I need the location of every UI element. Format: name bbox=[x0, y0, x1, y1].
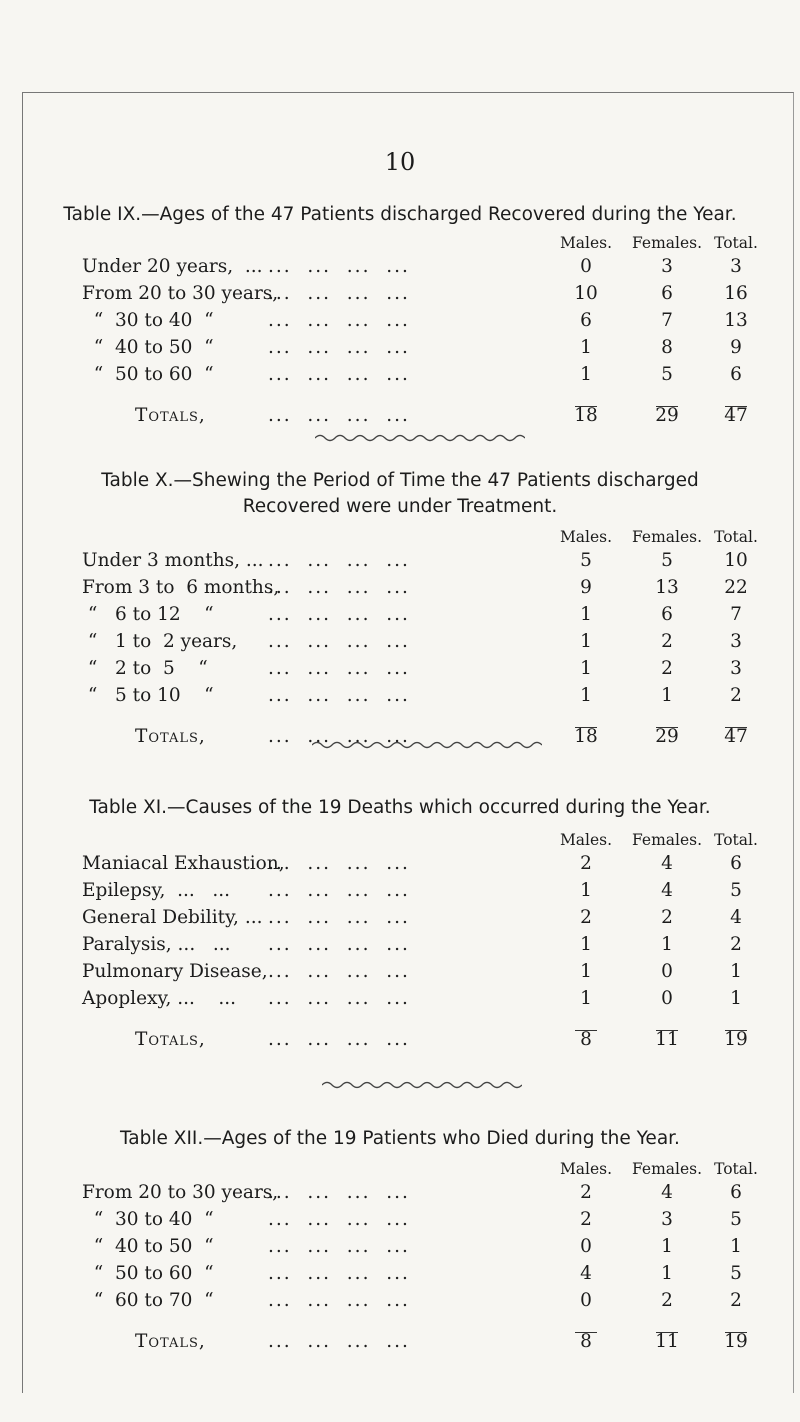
leader-dots: ... ... ... ... bbox=[268, 604, 410, 625]
row-label: Paralysis, ... ... bbox=[82, 934, 231, 955]
leader-dots: ... ... ... ... bbox=[268, 1331, 410, 1352]
row-label: “ 40 to 50 “ bbox=[82, 1236, 214, 1257]
row-label: “ 60 to 70 “ bbox=[82, 1290, 214, 1311]
table-xi bbox=[0, 795, 800, 1056]
leader-dots: ... ... ... ... bbox=[268, 880, 410, 901]
males-value: 6 bbox=[580, 310, 592, 331]
table-row bbox=[0, 604, 800, 631]
column-header-row bbox=[0, 234, 800, 256]
table-row bbox=[0, 550, 800, 577]
table-row bbox=[0, 337, 800, 364]
total-value: 9 bbox=[730, 337, 742, 358]
row-label: “ 30 to 40 “ bbox=[82, 1209, 214, 1230]
males-value: 1 bbox=[580, 364, 592, 385]
males-value: 1 bbox=[580, 631, 592, 652]
total-value: 4 bbox=[730, 907, 742, 928]
leader-dots: ... ... ... ... bbox=[268, 658, 410, 679]
totals-row bbox=[0, 1029, 800, 1056]
males-value: 1 bbox=[580, 337, 592, 358]
sum-rule bbox=[0, 712, 800, 726]
table-row bbox=[0, 658, 800, 685]
row-label: “ 50 to 60 “ bbox=[82, 364, 214, 385]
sum-rule bbox=[0, 391, 800, 405]
totals-label: Totals, bbox=[135, 405, 206, 426]
table-row bbox=[0, 1236, 800, 1263]
row-label: “ 50 to 60 “ bbox=[82, 1263, 214, 1284]
table-title: Table XI.—Causes of the 19 Deaths which occurred during the Year. bbox=[89, 797, 711, 818]
females-value: 0 bbox=[661, 988, 673, 1009]
females-value: 4 bbox=[661, 880, 673, 901]
table-title: Table X.—Shewing the Period of Time the 47 Patients discharged Recovered were under Treatment. bbox=[101, 470, 699, 517]
leader-dots: ... ... ... ... bbox=[268, 1236, 410, 1257]
leader-dots: ... ... ... ... bbox=[268, 726, 410, 747]
males-value: 2 bbox=[580, 1182, 592, 1203]
total-value: 6 bbox=[730, 364, 742, 385]
table-title: Table XII.—Ages of the 19 Patients who Died during the Year. bbox=[120, 1128, 680, 1149]
females-value: 4 bbox=[661, 1182, 673, 1203]
total-value: 16 bbox=[724, 283, 748, 304]
males-value: 2 bbox=[580, 907, 592, 928]
totals-row bbox=[0, 1331, 800, 1358]
males-header: Males. bbox=[559, 831, 613, 849]
sum-rule bbox=[0, 1015, 800, 1029]
totals-label: Totals, bbox=[135, 1029, 206, 1050]
section-divider-ornament bbox=[322, 1080, 522, 1090]
males-value: 0 bbox=[580, 256, 592, 277]
grand-total: 19 bbox=[724, 1331, 748, 1352]
total-value: 3 bbox=[730, 256, 742, 277]
leader-dots: ... ... ... ... bbox=[268, 934, 410, 955]
total-value: 22 bbox=[724, 577, 748, 598]
table-xii bbox=[0, 1126, 800, 1358]
leader-dots: ... ... ... ... bbox=[268, 1029, 410, 1050]
table-x bbox=[0, 468, 800, 753]
grand-total: 19 bbox=[724, 1029, 748, 1050]
females-total: 29 bbox=[655, 405, 679, 426]
males-value: 1 bbox=[580, 988, 592, 1009]
column-header-row bbox=[0, 1160, 800, 1182]
row-label: “ 40 to 50 “ bbox=[82, 337, 214, 358]
leader-dots: ... ... ... ... bbox=[268, 577, 410, 598]
males-value: 1 bbox=[580, 934, 592, 955]
row-label: From 20 to 30 years, bbox=[82, 283, 279, 304]
total-header: Total. bbox=[714, 831, 758, 849]
females-value: 3 bbox=[661, 1209, 673, 1230]
totals-label: Totals, bbox=[135, 1331, 206, 1352]
total-value: 5 bbox=[730, 1263, 742, 1284]
row-label: “ 6 to 12 “ bbox=[82, 604, 214, 625]
total-value: 5 bbox=[730, 880, 742, 901]
total-value: 6 bbox=[730, 853, 742, 874]
table-row bbox=[0, 934, 800, 961]
females-value: 6 bbox=[661, 604, 673, 625]
leader-dots: ... ... ... ... bbox=[268, 405, 410, 426]
total-header: Total. bbox=[714, 1160, 758, 1178]
row-label: Under 3 months, ... bbox=[82, 550, 264, 571]
table-row bbox=[0, 988, 800, 1015]
total-header: Total. bbox=[714, 234, 758, 252]
column-header-row bbox=[0, 528, 800, 550]
total-value: 2 bbox=[730, 685, 742, 706]
females-header: Females. bbox=[631, 528, 703, 546]
row-label: From 20 to 30 years, bbox=[82, 1182, 279, 1203]
row-label: “ 2 to 5 “ bbox=[82, 658, 208, 679]
leader-dots: ... ... ... ... bbox=[268, 853, 410, 874]
table-ix bbox=[0, 202, 800, 432]
females-value: 4 bbox=[661, 853, 673, 874]
males-total: 18 bbox=[574, 405, 598, 426]
total-value: 2 bbox=[730, 1290, 742, 1311]
table-row bbox=[0, 1263, 800, 1290]
males-value: 1 bbox=[580, 604, 592, 625]
row-label: Apoplexy, ... ... bbox=[82, 988, 237, 1009]
leader-dots: ... ... ... ... bbox=[268, 550, 410, 571]
table-row bbox=[0, 364, 800, 391]
grand-total: 47 bbox=[724, 726, 748, 747]
females-value: 5 bbox=[661, 550, 673, 571]
leader-dots: ... ... ... ... bbox=[268, 256, 410, 277]
females-total: 11 bbox=[655, 1029, 679, 1050]
table-row bbox=[0, 283, 800, 310]
sum-rule bbox=[0, 1317, 800, 1331]
males-value: 0 bbox=[580, 1236, 592, 1257]
grand-total: 47 bbox=[724, 405, 748, 426]
table-row bbox=[0, 880, 800, 907]
row-label: Pulmonary Disease, bbox=[82, 961, 268, 982]
females-value: 1 bbox=[661, 685, 673, 706]
males-header: Males. bbox=[559, 528, 613, 546]
table-row bbox=[0, 256, 800, 283]
leader-dots: ... ... ... ... bbox=[268, 1263, 410, 1284]
males-total: 8 bbox=[580, 1331, 592, 1352]
table-row bbox=[0, 631, 800, 658]
total-value: 2 bbox=[730, 934, 742, 955]
section-divider-ornament bbox=[315, 433, 525, 443]
table-row bbox=[0, 577, 800, 604]
males-header: Males. bbox=[559, 234, 613, 252]
total-value: 10 bbox=[724, 550, 748, 571]
females-value: 1 bbox=[661, 934, 673, 955]
females-value: 13 bbox=[655, 577, 679, 598]
females-header: Females. bbox=[631, 1160, 703, 1178]
females-value: 8 bbox=[661, 337, 673, 358]
table-row bbox=[0, 961, 800, 988]
leader-dots: ... ... ... ... bbox=[268, 283, 410, 304]
section-divider-ornament bbox=[312, 740, 542, 750]
total-value: 13 bbox=[724, 310, 748, 331]
table-row bbox=[0, 310, 800, 337]
males-value: 0 bbox=[580, 1290, 592, 1311]
males-value: 5 bbox=[580, 550, 592, 571]
total-value: 5 bbox=[730, 1209, 742, 1230]
total-header: Total. bbox=[714, 528, 758, 546]
total-value: 3 bbox=[730, 631, 742, 652]
table-row bbox=[0, 1290, 800, 1317]
column-header-row bbox=[0, 831, 800, 853]
females-value: 3 bbox=[661, 256, 673, 277]
leader-dots: ... ... ... ... bbox=[268, 1290, 410, 1311]
females-value: 1 bbox=[661, 1236, 673, 1257]
females-header: Females. bbox=[631, 234, 703, 252]
table-row bbox=[0, 853, 800, 880]
females-value: 2 bbox=[661, 658, 673, 679]
table-row bbox=[0, 1209, 800, 1236]
page-number: 10 bbox=[384, 148, 416, 176]
row-label: “ 5 to 10 “ bbox=[82, 685, 214, 706]
males-value: 4 bbox=[580, 1263, 592, 1284]
totals-label: Totals, bbox=[135, 726, 206, 747]
total-value: 7 bbox=[730, 604, 742, 625]
leader-dots: ... ... ... ... bbox=[268, 685, 410, 706]
males-value: 1 bbox=[580, 961, 592, 982]
males-value: 1 bbox=[580, 880, 592, 901]
females-total: 11 bbox=[655, 1331, 679, 1352]
males-value: 2 bbox=[580, 1209, 592, 1230]
males-value: 1 bbox=[580, 685, 592, 706]
table-title: Table IX.—Ages of the 47 Patients discharged Recovered during the Year. bbox=[63, 204, 737, 225]
females-total: 29 bbox=[655, 726, 679, 747]
total-value: 1 bbox=[730, 961, 742, 982]
row-label: “ 30 to 40 “ bbox=[82, 310, 214, 331]
total-value: 6 bbox=[730, 1182, 742, 1203]
table-row bbox=[0, 685, 800, 712]
leader-dots: ... ... ... ... bbox=[268, 988, 410, 1009]
females-value: 0 bbox=[661, 961, 673, 982]
leader-dots: ... ... ... ... bbox=[268, 364, 410, 385]
males-value: 1 bbox=[580, 658, 592, 679]
table-row bbox=[0, 907, 800, 934]
leader-dots: ... ... ... ... bbox=[268, 310, 410, 331]
males-value: 2 bbox=[580, 853, 592, 874]
females-value: 7 bbox=[661, 310, 673, 331]
leader-dots: ... ... ... ... bbox=[268, 1182, 410, 1203]
leader-dots: ... ... ... ... bbox=[268, 631, 410, 652]
females-value: 1 bbox=[661, 1263, 673, 1284]
females-header: Females. bbox=[631, 831, 703, 849]
leader-dots: ... ... ... ... bbox=[268, 907, 410, 928]
males-total: 8 bbox=[580, 1029, 592, 1050]
males-value: 9 bbox=[580, 577, 592, 598]
row-label: Maniacal Exhaustion, bbox=[82, 853, 285, 874]
females-value: 5 bbox=[661, 364, 673, 385]
totals-row bbox=[0, 405, 800, 432]
females-value: 2 bbox=[661, 907, 673, 928]
row-label: “ 1 to 2 years, bbox=[82, 631, 238, 652]
males-value: 10 bbox=[574, 283, 598, 304]
row-label: Epilepsy, ... ... bbox=[82, 880, 231, 901]
females-value: 6 bbox=[661, 283, 673, 304]
leader-dots: ... ... ... ... bbox=[268, 1209, 410, 1230]
females-value: 2 bbox=[661, 1290, 673, 1311]
row-label: From 3 to 6 months, bbox=[82, 577, 280, 598]
total-value: 1 bbox=[730, 988, 742, 1009]
males-header: Males. bbox=[559, 1160, 613, 1178]
row-label: General Debility, ... bbox=[82, 907, 263, 928]
total-value: 1 bbox=[730, 1236, 742, 1257]
females-value: 2 bbox=[661, 631, 673, 652]
table-row bbox=[0, 1182, 800, 1209]
leader-dots: ... ... ... ... bbox=[268, 337, 410, 358]
males-total: 18 bbox=[574, 726, 598, 747]
row-label: Under 20 years, ... bbox=[82, 256, 263, 277]
total-value: 3 bbox=[730, 658, 742, 679]
leader-dots: ... ... ... ... bbox=[268, 961, 410, 982]
